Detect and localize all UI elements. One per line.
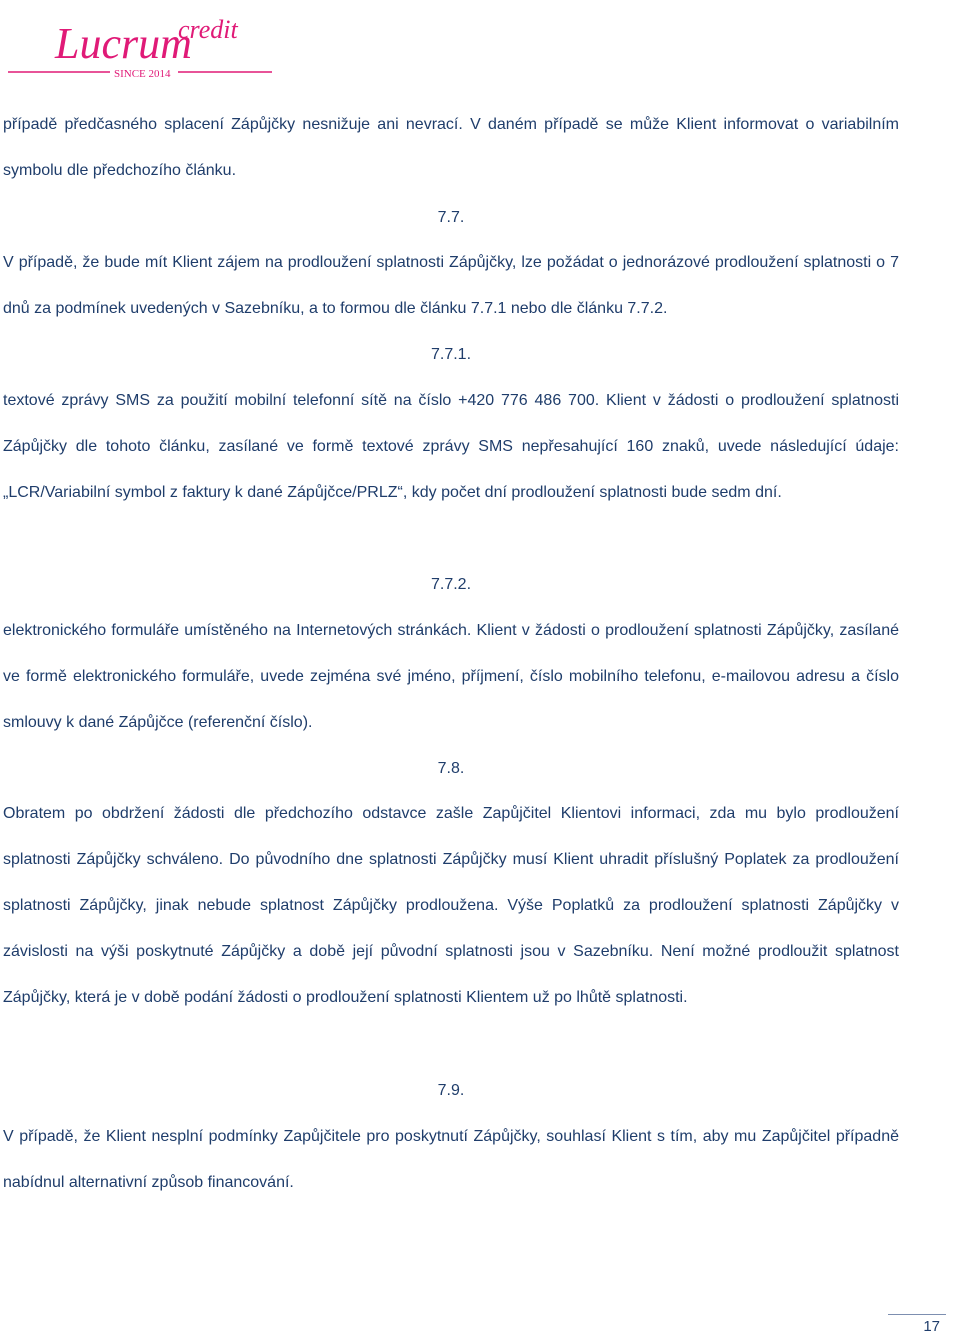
- paragraph-continuation: případě předčasného splacení Zápůjčky nesnižuje ani nevrací. V daném případě se může Klient informovat o variabilním symbolu dle předchozího článku.: [3, 116, 899, 179]
- section-heading-7-7-1: 7.7.1.: [430, 346, 472, 363]
- section-heading-7-9: 7.9.: [437, 1082, 465, 1099]
- page-number: 17: [923, 1318, 940, 1335]
- page-number-rule: [888, 1314, 946, 1315]
- logo-credit-text: credit: [178, 15, 238, 44]
- section-heading-7-7-2: 7.7.2.: [430, 576, 472, 593]
- section-heading-7-7: 7.7.: [437, 209, 465, 226]
- paragraph-7-9: V případě, že Klient nesplní podmínky Zapůjčitele pro poskytnutí Zápůjčky, souhlasí Klient s tím, aby mu Zapůjčitel případně nabídnul alternativní způsob financování.: [3, 1128, 899, 1191]
- section-heading-7-8: 7.8.: [437, 760, 465, 777]
- company-logo: [0, 0, 280, 86]
- paragraph-7-7: V případě, že bude mít Klient zájem na prodloužení splatnosti Zápůjčky, lze požádat o jednorázové prodloužení splatnosti o 7 dnů za podmínek uvedených v Sazebníku, a to formou dle článku 7.7.1 nebo dle článku 7.7.2.: [3, 254, 899, 317]
- paragraph-7-8: Obratem po obdržení žádosti dle předchozího odstavce zašle Zapůjčitel Klientovi informaci, zda mu bylo prodloužení splatnosti Zápůjčky schváleno. Do původního dne splatnosti Zápůjčky musí Klient uhradit příslušný Poplatek za prodloužení splatnosti Zápůjčky, jinak nebude splatnost Zápůjčky prodloužena. Výše Poplatků za prodloužení splatnosti Zápůjčky v závislosti na výši poskytnuté Zápůjčky a době její původní splatnosti jsou v Sazebníku. Není možné prodloužit splatnost Zápůjčky, která je v době podání žádosti o prodloužení splatnosti Klientem už po lhůtě splatnosti.: [3, 805, 899, 1006]
- logo-lucrum-text: Lucrum: [55, 19, 192, 68]
- paragraph-7-7-1: textové zprávy SMS za použití mobilní telefonní sítě na číslo +420 776 486 700. Klient v žádosti o prodloužení splatnosti Zápůjčky dle tohoto článku, zasílané ve formě textové zprávy SMS nepřesahující 160 znaků, uvede následující údaje: „LCR/Variabilní symbol z faktury k dané Zápůjčce/PRLZ“, kdy počet dní prodloužení splatnosti bude sedm dní.: [3, 392, 899, 501]
- logo-since-text: SINCE 2014: [114, 68, 171, 80]
- paragraph-7-7-2: elektronického formuláře umístěného na Internetových stránkách. Klient v žádosti o prodloužení splatnosti Zápůjčky, zasílané ve formě elektronického formuláře, uvede zejména své jméno, příjmení, číslo mobilního telefonu, e-mailovou adresu a číslo smlouvy k dané Zápůjčce (referenční číslo).: [3, 622, 899, 731]
